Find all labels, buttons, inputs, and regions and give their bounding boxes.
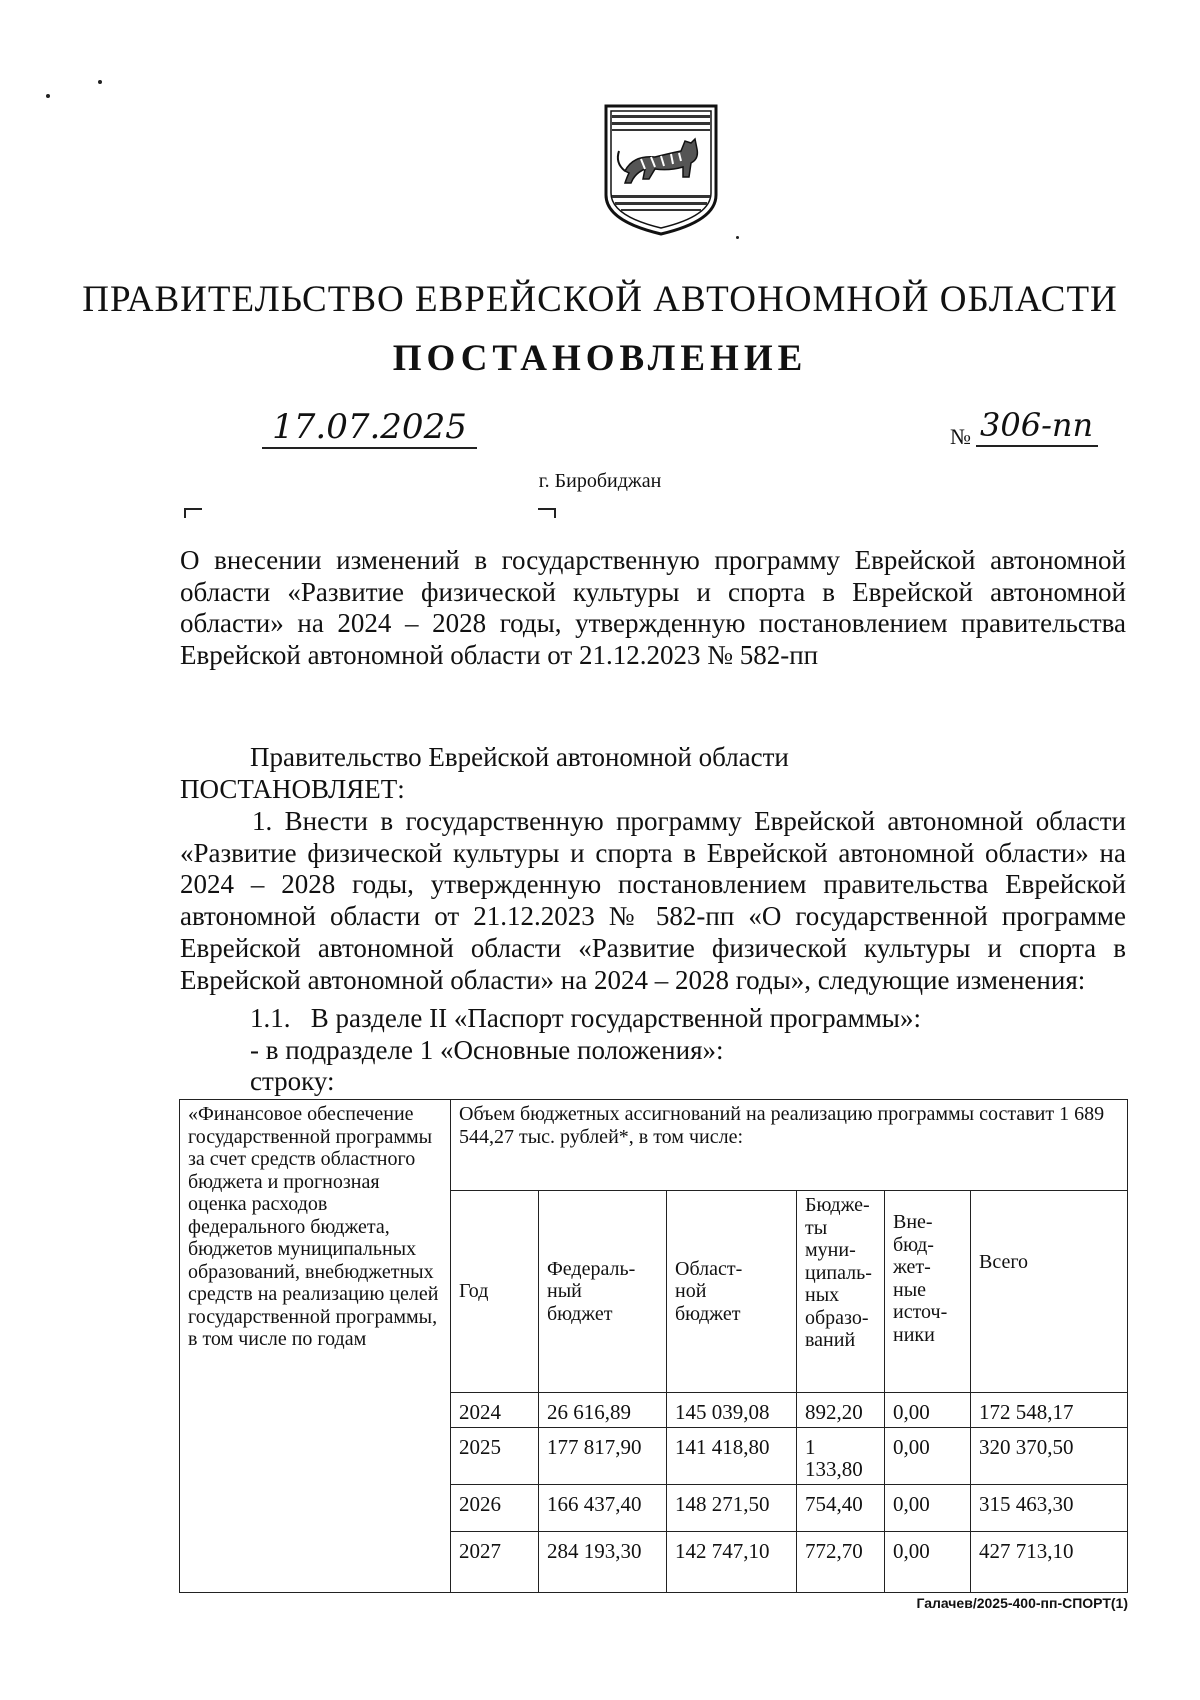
table-cell: 754,40: [797, 1484, 885, 1531]
table-cell: 2027: [451, 1531, 539, 1592]
scan-speck: [46, 94, 50, 98]
paragraph-item-1: 1. Внести в государственную программу Еврейской автономной области «Развитие физической культуры и спорта в Еврейской автономной области» на 2024 – 2028 годы, утвержденную постановлением правительства Еврейской автономной области от 21.12.2023 № 582-пп «О государственной программе Еврейской автономной области «Развитие физической культуры и спорта в Еврейской автономной области» на 2024 – 2028 годы», следующие изменения:: [180, 806, 1126, 995]
table-row-label-cell: [180, 1100, 451, 1593]
table-cell: 26 616,89: [539, 1393, 667, 1428]
document-type-title: ПОСТАНОВЛЕНИЕ: [392, 338, 808, 379]
document-date: 17.07.2025: [262, 407, 477, 449]
table-column-header: Област- ной бюджет: [667, 1191, 797, 1393]
table-column-header: Год: [451, 1191, 539, 1393]
paragraph-item-1-1: 1.1. В разделе II «Паспорт государственной программы»:: [250, 1003, 921, 1033]
table-cell: 0,00: [885, 1531, 971, 1592]
table-cell: 2025: [451, 1427, 539, 1484]
document-number-label: №: [950, 424, 971, 449]
scan-speck: [98, 80, 102, 84]
table-summary-cell: [451, 1100, 1128, 1191]
table-cell: 427 713,10: [971, 1531, 1128, 1592]
table-cell: 0,00: [885, 1427, 971, 1484]
table-summary: Объем бюджетных ассигнований на реализацию программы составит 1 689 544,27 тыс. рублей*, в том числе:: [459, 1103, 1105, 1148]
table-cell: 2024: [451, 1393, 539, 1428]
table-cell: 0,00: [885, 1484, 971, 1531]
table-cell: 892,20: [797, 1393, 885, 1428]
table-cell: 145 039,08: [667, 1393, 797, 1428]
table-cell: 772,70: [797, 1531, 885, 1592]
table-cell: 320 370,50: [971, 1427, 1128, 1484]
title-bracket-left: [184, 508, 202, 518]
table-column-header: Всего: [971, 1191, 1128, 1393]
table-cell: 2026: [451, 1484, 539, 1531]
table-cell: 284 193,30: [539, 1531, 667, 1592]
title-bracket-right: [538, 508, 556, 518]
table-cell: 172 548,17: [971, 1393, 1128, 1428]
table-cell: 0,00: [885, 1393, 971, 1428]
document-subject: О внесении изменений в государственную программу Еврейской автономной области «Развитие физической культуры и спорта в Еврейской автономной области» на 2024 – 2028 годы, утвержденную постановлением правительства Еврейской автономной области от 21.12.2023 № 582-пп: [180, 545, 1126, 671]
paragraph-subsection: - в подразделе 1 «Основные положения»:: [250, 1035, 724, 1065]
table-column-header: Федераль- ный бюджет: [539, 1191, 667, 1393]
table-cell: 148 271,50: [667, 1484, 797, 1531]
table-cell: 315 463,30: [971, 1484, 1128, 1531]
coat-of-arms-emblem: [603, 103, 719, 237]
preamble-text: Правительство Еврейской автономной области: [250, 742, 789, 772]
table-cell: 142 747,10: [667, 1531, 797, 1592]
document-city: г. Биробиджан: [538, 470, 662, 492]
finance-table: [179, 1099, 1128, 1593]
document-footer-code: Галачев/2025-400-пп-СПОРТ(1): [916, 1595, 1128, 1611]
paragraph-row-word: строку:: [250, 1066, 335, 1096]
table-column-header: Бюдже- ты муни- ципаль- ных образо- ваний: [797, 1191, 885, 1393]
table-cell: 177 817,90: [539, 1427, 667, 1484]
government-title: ПРАВИТЕЛЬСТВО ЕВРЕЙСКОЙ АВТОНОМНОЙ ОБЛАСТИ: [82, 279, 1118, 320]
table-cell: 166 437,40: [539, 1484, 667, 1531]
decree-word: ПОСТАНОВЛЯЕТ:: [180, 774, 405, 804]
table-row-label: «Финансовое обеспечение государственной программы за счет средств областного бюджета и прогнозная оценка расходов федерального бюджета, бюджетов муниципальных образований, внебюджетных средств на реализацию целей государственной программы, в том числе по годам: [188, 1103, 439, 1350]
table-cell: 141 418,80: [667, 1427, 797, 1484]
document-number: 306-пп: [976, 405, 1098, 447]
table-cell: 1 133,80: [797, 1427, 885, 1484]
table-column-header: Вне- бюд- жет- ные источ- ники: [885, 1191, 971, 1393]
scan-speck: [736, 236, 739, 239]
